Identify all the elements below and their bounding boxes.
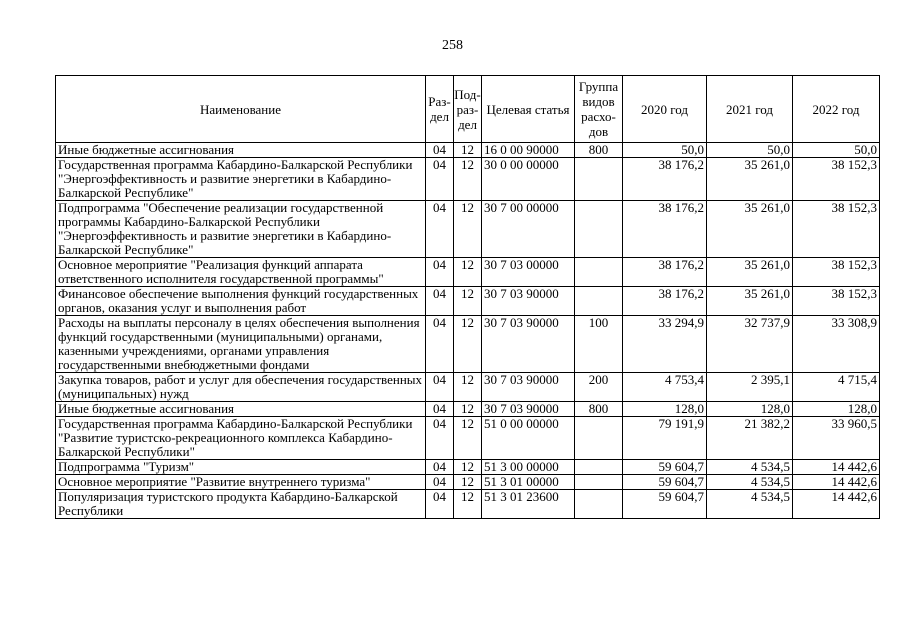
budget-table <box>55 75 880 519</box>
cell-group <box>575 475 623 490</box>
cell-target: 30 7 00 00000 <box>482 201 575 258</box>
cell-subsection: 12 <box>454 143 482 158</box>
cell-name: Расходы на выплаты персоналу в целях обеспечения выполнения функций государственными (муниципальными) органами, казенными учреждениями, органами управления государственными внебюджетными фондами <box>56 316 426 373</box>
cell-2021: 4 534,5 <box>707 475 793 490</box>
cell-section: 04 <box>426 143 454 158</box>
cell-name: Популяризация туристского продукта Кабардино-Балкарской Республики <box>56 490 426 519</box>
cell-section: 04 <box>426 402 454 417</box>
cell-2022: 33 308,9 <box>793 316 880 373</box>
cell-section: 04 <box>426 287 454 316</box>
cell-section: 04 <box>426 258 454 287</box>
cell-2021: 4 534,5 <box>707 490 793 519</box>
cell-2020: 50,0 <box>623 143 707 158</box>
table-row <box>56 258 880 287</box>
cell-name: Государственная программа Кабардино-Балкарской Республики "Энергоэффективность и развитие энергетики в Кабардино-Балкарской Республике" <box>56 158 426 201</box>
table-row <box>56 287 880 316</box>
table-row <box>56 316 880 373</box>
cell-subsection: 12 <box>454 316 482 373</box>
cell-section: 04 <box>426 490 454 519</box>
cell-subsection: 12 <box>454 287 482 316</box>
cell-subsection: 12 <box>454 373 482 402</box>
cell-group <box>575 490 623 519</box>
cell-group <box>575 258 623 287</box>
cell-2022: 33 960,5 <box>793 417 880 460</box>
cell-section: 04 <box>426 316 454 373</box>
cell-target: 30 7 03 90000 <box>482 373 575 402</box>
cell-2022: 14 442,6 <box>793 490 880 519</box>
cell-subsection: 12 <box>454 258 482 287</box>
table-row <box>56 460 880 475</box>
cell-target: 16 0 00 90000 <box>482 143 575 158</box>
cell-subsection: 12 <box>454 490 482 519</box>
table-row <box>56 158 880 201</box>
table-body <box>56 143 880 519</box>
cell-group: 200 <box>575 373 623 402</box>
cell-group: 800 <box>575 143 623 158</box>
cell-name: Финансовое обеспечение выполнения функций государственных органов, оказания услуг и выполнения работ <box>56 287 426 316</box>
header-group: Группа видов расхо-дов <box>575 76 623 143</box>
table-row <box>56 417 880 460</box>
cell-2020: 59 604,7 <box>623 475 707 490</box>
header-target: Целевая статья <box>482 76 575 143</box>
cell-2022: 38 152,3 <box>793 258 880 287</box>
cell-2020: 4 753,4 <box>623 373 707 402</box>
cell-section: 04 <box>426 460 454 475</box>
cell-section: 04 <box>426 475 454 490</box>
cell-section: 04 <box>426 158 454 201</box>
table-row <box>56 475 880 490</box>
cell-2022: 128,0 <box>793 402 880 417</box>
cell-group <box>575 417 623 460</box>
cell-subsection: 12 <box>454 201 482 258</box>
cell-target: 30 7 03 90000 <box>482 287 575 316</box>
header-2021: 2021 год <box>707 76 793 143</box>
cell-subsection: 12 <box>454 402 482 417</box>
cell-2021: 35 261,0 <box>707 258 793 287</box>
cell-target: 30 0 00 00000 <box>482 158 575 201</box>
cell-section: 04 <box>426 417 454 460</box>
cell-group: 800 <box>575 402 623 417</box>
cell-2020: 38 176,2 <box>623 287 707 316</box>
cell-2020: 38 176,2 <box>623 158 707 201</box>
cell-2022: 38 152,3 <box>793 287 880 316</box>
table-row <box>56 201 880 258</box>
table-header-row <box>56 76 880 143</box>
header-subsection: Под-раз-дел <box>454 76 482 143</box>
cell-group <box>575 158 623 201</box>
cell-2020: 38 176,2 <box>623 258 707 287</box>
cell-2021: 32 737,9 <box>707 316 793 373</box>
cell-2021: 4 534,5 <box>707 460 793 475</box>
cell-2022: 38 152,3 <box>793 158 880 201</box>
cell-subsection: 12 <box>454 417 482 460</box>
cell-2021: 128,0 <box>707 402 793 417</box>
page-number: 258 <box>442 38 463 53</box>
table-row <box>56 143 880 158</box>
cell-2022: 38 152,3 <box>793 201 880 258</box>
header-2022: 2022 год <box>793 76 880 143</box>
cell-name: Подпрограмма "Туризм" <box>56 460 426 475</box>
cell-name: Основное мероприятие "Развитие внутреннего туризма" <box>56 475 426 490</box>
cell-target: 30 7 03 00000 <box>482 258 575 287</box>
cell-name: Иные бюджетные ассигнования <box>56 143 426 158</box>
cell-2022: 4 715,4 <box>793 373 880 402</box>
cell-group <box>575 287 623 316</box>
cell-group: 100 <box>575 316 623 373</box>
cell-2022: 14 442,6 <box>793 460 880 475</box>
table-row <box>56 402 880 417</box>
cell-target: 30 7 03 90000 <box>482 402 575 417</box>
cell-target: 30 7 03 90000 <box>482 316 575 373</box>
cell-2021: 2 395,1 <box>707 373 793 402</box>
cell-2020: 79 191,9 <box>623 417 707 460</box>
cell-name: Закупка товаров, работ и услуг для обеспечения государственных (муниципальных) нужд <box>56 373 426 402</box>
cell-target: 51 3 00 00000 <box>482 460 575 475</box>
cell-2021: 21 382,2 <box>707 417 793 460</box>
cell-group <box>575 460 623 475</box>
cell-2021: 35 261,0 <box>707 158 793 201</box>
cell-subsection: 12 <box>454 158 482 201</box>
cell-2021: 35 261,0 <box>707 201 793 258</box>
cell-target: 51 3 01 00000 <box>482 475 575 490</box>
cell-2020: 38 176,2 <box>623 201 707 258</box>
cell-2020: 59 604,7 <box>623 460 707 475</box>
cell-name: Иные бюджетные ассигнования <box>56 402 426 417</box>
cell-section: 04 <box>426 201 454 258</box>
cell-2020: 128,0 <box>623 402 707 417</box>
cell-subsection: 12 <box>454 475 482 490</box>
cell-name: Государственная программа Кабардино-Балкарской Республики "Развитие туристско-рекреационного комплекса Кабардино-Балкарской Республики" <box>56 417 426 460</box>
cell-section: 04 <box>426 373 454 402</box>
cell-2022: 14 442,6 <box>793 475 880 490</box>
header-name: Наименование <box>56 76 426 143</box>
table-row <box>56 373 880 402</box>
cell-2022: 50,0 <box>793 143 880 158</box>
cell-group <box>575 201 623 258</box>
cell-name: Подпрограмма "Обеспечение реализации государственной программы Кабардино-Балкарской Республики "Энергоэффективность и развитие энергетики в Кабардино-Балкарской Республике" <box>56 201 426 258</box>
header-2020: 2020 год <box>623 76 707 143</box>
cell-2021: 50,0 <box>707 143 793 158</box>
cell-2020: 33 294,9 <box>623 316 707 373</box>
cell-subsection: 12 <box>454 460 482 475</box>
header-section: Раз-дел <box>426 76 454 143</box>
cell-name: Основное мероприятие "Реализация функций аппарата ответственного исполнителя государственной программы" <box>56 258 426 287</box>
cell-target: 51 0 00 00000 <box>482 417 575 460</box>
table-row <box>56 490 880 519</box>
cell-2020: 59 604,7 <box>623 490 707 519</box>
cell-2021: 35 261,0 <box>707 287 793 316</box>
cell-target: 51 3 01 23600 <box>482 490 575 519</box>
